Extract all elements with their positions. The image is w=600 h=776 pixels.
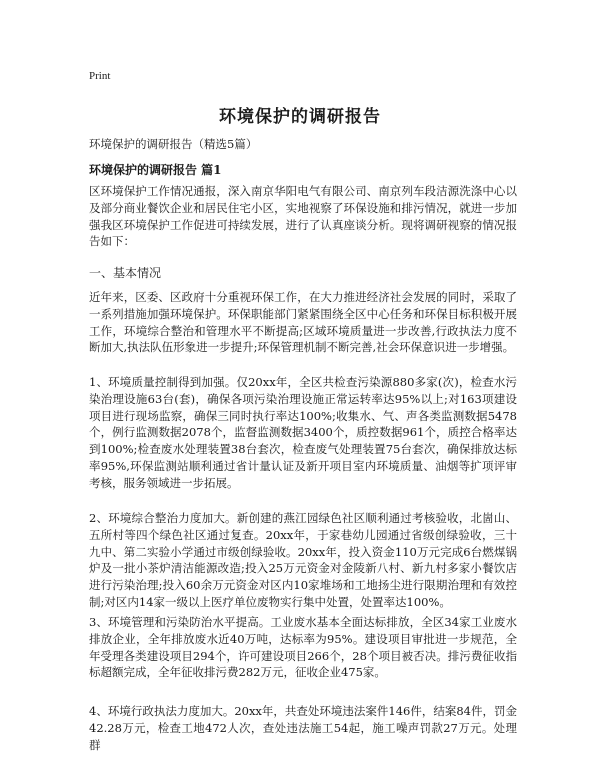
- item-2-paragraph: 2、环境综合整治力度加大。新创建的燕江园绿色社区顺利通过考核验收，北崮山、五所村等四个绿色社区通过复查。20xx年，于家巷幼儿园通过省级创绿验收，三十九中、第二实验小学通过市级创绿验收。20xx年，投入资金110万元完成6台燃煤锅炉及一批小茶炉清洁能源改造;投入25万元资金对金陵新八村、新九村多家小餐饮店进行污染治理;投入60余万元资金对区内10家堆场和工地扬尘进行限期治理和有效控制;对区内14家一级以上医疗单位废物实行集中处置，处置率达100%。: [89, 511, 517, 609]
- item-1-paragraph: 1、环境质量控制得到加强。仅20xx年，全区共检查污染源880多家(次)，检查水污染治理设施63台(套)，确保各项污染治理设施正常运转率达95%以上;对163项建设项目进行现场监察，确保三同时执行率达100%;收集水、气、声各类监测数据5478个，例行监测数据2078个，监督监测数据3400个，质控数据961个，质控合格率达到100%;检查废水处理装置38台套次，检查废气处理装置75台套次，确保排放达标率95%,环保监测站顺利通过省计量认证及新开项目室内环境质量、油烟等扩项评审考核，服务领域进一步拓展。: [89, 375, 517, 490]
- print-label[interactable]: Print: [89, 70, 111, 82]
- item-4-paragraph: 4、环境行政执法力度加大。20xx年，共查处环境违法案件146件，结案84件，罚金42.28万元，检查工地472人次，查处违法施工54起，施工噪声罚款27万元。处理群: [89, 704, 518, 752]
- intro-paragraph: 区环境保护工作情况通报，深入南京华阳电气有限公司、南京列车段洁源洗涤中心以及部分商业餐饮企业和居民住宅小区，实地视察了环保设施和排污情况，就进一步加强我区环境保护工作促进可持续发展，进行了认真座谈分析。现将调研视察的情况报告如下：: [89, 184, 517, 249]
- basic-paragraph: 近年来，区委、区政府十分重视环保工作，在大力推进经济社会发展的同时，采取了一系列措施加强环境保护。环保职能部门紧紧围绕全区中心任务和环保目标积极开展工作，环境综合整治和管理水平不断提高;区域环境质量进一步改善,行政执法力度不断加大,执法队伍形象进一步提升;环保管理机制不断完善,社会环保意识进一步增强。: [89, 290, 517, 355]
- section-heading: 环境保护的调研报告 篇1: [89, 163, 222, 177]
- basic-situation-heading: 一、基本情况: [89, 266, 162, 280]
- document-subtitle: 环境保护的调研报告（精选5篇）: [89, 137, 258, 151]
- item-3-paragraph: 3、环境管理和污染防治水平提高。工业废水基本全面达标排放，全区34家工业废水排放企业，全年排放废水近40万吨，达标率为95%。建设项目审批进一步规范，全年受理各类建设项目294个，许可建设项目266个，28个项目被否决。排污费征收指标超额完成，全年征收排污费282万元，征收企业475家。: [89, 615, 517, 680]
- page-title: 环境保护的调研报告: [219, 107, 381, 127]
